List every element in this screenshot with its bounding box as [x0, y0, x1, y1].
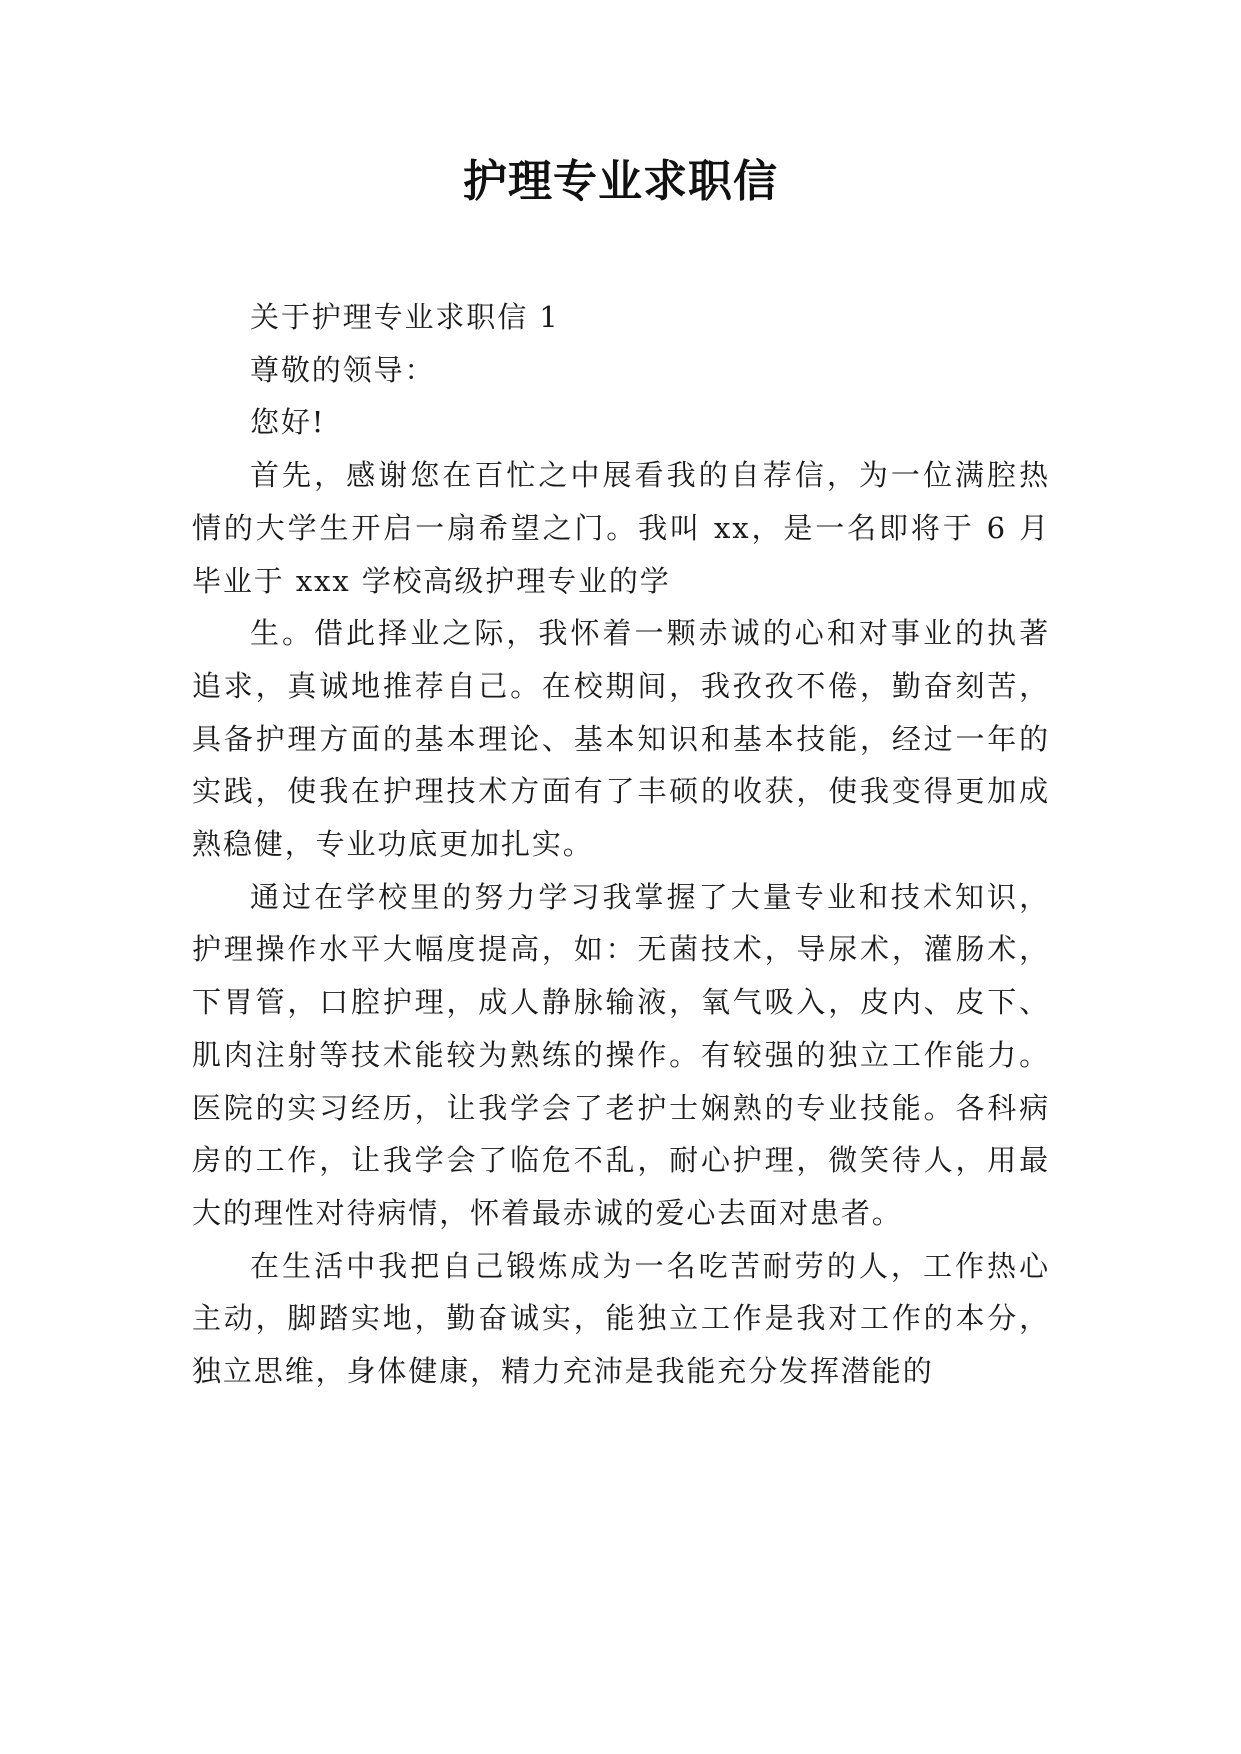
body-paragraph: 首先，感谢您在百忙之中展看我的自荐信，为一位满腔热情的大学生开启一扇希望之门。我叫 xx，是一名即将于 6 月毕业于 xxx 学校高级护理专业的学	[192, 458, 1050, 598]
body-paragraph: 生。借此择业之际，我怀着一颗赤诚的心和对事业的执著追求，真诚地推荐自己。在校期间，我孜孜不倦，勤奋刻苦，具备护理方面的基本理论、基本知识和基本技能，经过一年的实践，使我在护理技术方面有了丰硕的收获，使我变得更加成熟稳健，专业功底更加扎实。	[192, 616, 1050, 862]
body-paragraph: 通过在学校里的努力学习我掌握了大量专业和技术知识，护理操作水平大幅度提高，如：无菌技术，导尿术，灌肠术，下胃管，口腔护理，成人静脉输液，氧气吸入，皮内、皮下、肌肉注射等技术能较为熟练的操作。有较强的独立工作能力。医院的实习经历，让我学会了老护士娴熟的专业技能。各科病房的工作，让我学会了临危不乱，耐心护理，微笑待人，用最大的理性对待病情，怀着最赤诚的爱心去面对患者。	[192, 879, 1050, 1230]
body-paragraph: 在生活中我把自己锻炼成为一名吃苦耐劳的人，工作热心主动，脚踏实地，勤奋诚实，能独立工作是我对工作的本分，独立思维，身体健康，精力充沛是我能充分发挥潜能的	[192, 1248, 1050, 1389]
letter-salutation: 尊敬的领导：	[250, 352, 436, 387]
document-body	[192, 291, 1050, 1398]
document-title: 护理专业求职信	[463, 156, 778, 207]
letter-heading: 关于护理专业求职信 1	[250, 300, 560, 334]
letter-greeting: 您好!	[250, 405, 326, 440]
